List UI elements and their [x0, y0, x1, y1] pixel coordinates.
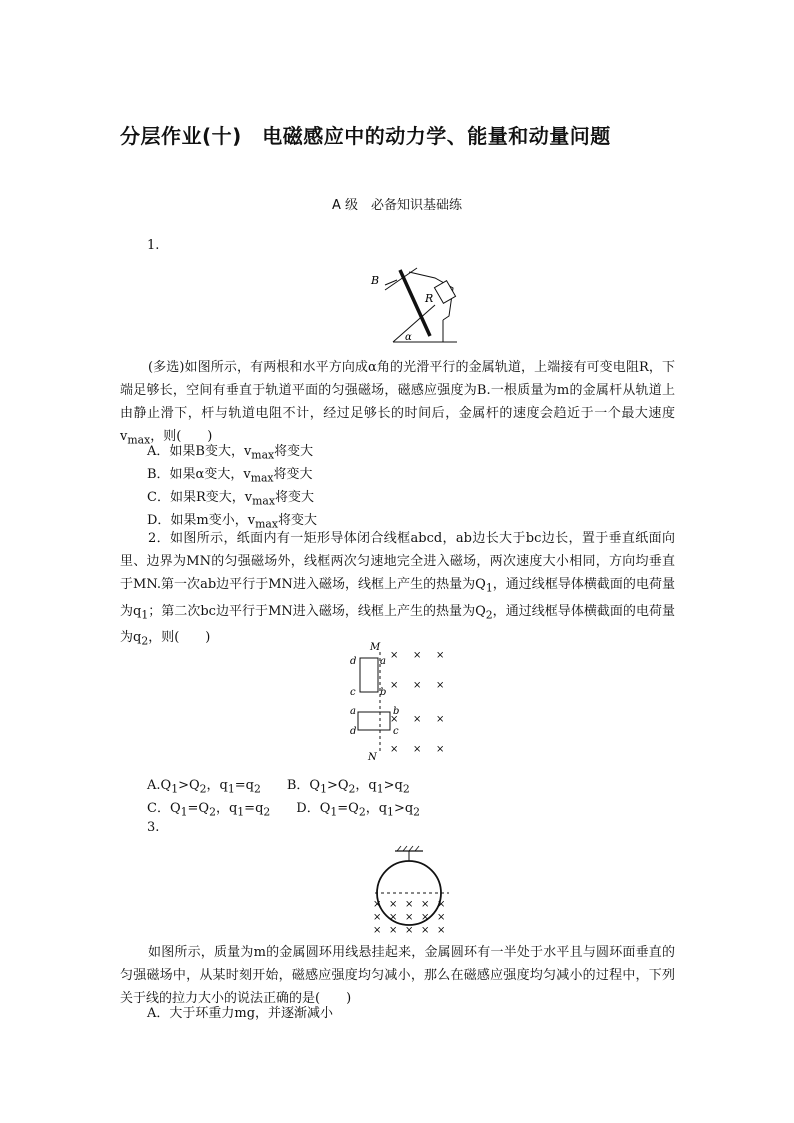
- label-b-bottom: b: [393, 706, 400, 717]
- svg-text:×: ×: [421, 899, 430, 910]
- question-2-options-ab: $A.Q_1>Q_2$，$q_1=q_2$ B．$Q_1>Q_2$，$q_1>q_2$: [147, 778, 410, 796]
- svg-text:×: ×: [389, 899, 398, 910]
- section-heading: A 级 必备知识基础练: [331, 198, 463, 213]
- svg-text:×: ×: [421, 925, 430, 935]
- svg-text:×: ×: [436, 650, 445, 661]
- label-b-top: b: [380, 687, 387, 698]
- question-1-stem: (多选)如图所示，有两根和水平方向成α角的光滑平行的金属轨道，上端接有可变电阻R，下端足够长，空间有垂直于轨道平面的匀强磁场，磁感应强度为B.一根质量为m的金属杆从轨道上由静止滑下，杆与轨道电阻不计，经过足够长的时间后，金属杆的速度会趋近于一个最大速度$v_{max}$，则( ): [120, 360, 675, 447]
- question-3-option-a: A．大于环重力mg，并逐渐减小: [147, 1006, 334, 1021]
- svg-text:×: ×: [436, 680, 445, 691]
- page-title: 分层作业(十) 电磁感应中的动力学、能量和动量问题: [120, 124, 611, 148]
- svg-text:×: ×: [389, 925, 398, 935]
- svg-text:×: ×: [436, 714, 445, 725]
- svg-text:×: ×: [421, 912, 430, 923]
- svg-text:×: ×: [373, 925, 382, 935]
- label-a-top: a: [380, 656, 386, 667]
- question-2-stem: 2．如图所示，纸面内有一矩形导体闭合线框abcd，ab边长大于bc边长，置于垂直纸面向里、边界为MN的匀强磁场外，线框两次匀速地完全进入磁场，两次速度大小相同，方向均垂直于MN.第一次ab边平行于MN进入磁场，线框上产生的热量为$Q_1$，通过线框导体横截面的电荷量为$q_1$；第二次bc边平行于MN进入磁场，线框上产生的热量为$Q_2$，通过线框导体横截面的电荷量为$q_2$，则( ): [120, 531, 675, 648]
- label-M: M: [370, 642, 381, 653]
- svg-text:×: ×: [437, 899, 446, 910]
- label-c-bottom: c: [393, 726, 399, 737]
- question-1-option-c: C．如果R变大，$v_{max}$将变大: [147, 490, 314, 508]
- label-B: B: [371, 274, 380, 287]
- question-1-option-b: B．如果α变大，$v_{max}$将变大: [147, 467, 313, 485]
- label-d-bottom: d: [350, 726, 357, 737]
- label-a-bottom: a: [350, 706, 356, 717]
- label-d-top: d: [350, 656, 357, 667]
- svg-text:×: ×: [390, 714, 399, 725]
- svg-text:×: ×: [405, 925, 414, 935]
- svg-text:×: ×: [413, 744, 422, 755]
- svg-text:×: ×: [405, 899, 414, 910]
- svg-text:×: ×: [413, 650, 422, 661]
- question-3-stem: 如图所示，质量为m的金属圆环用线悬挂起来，金属圆环有一半处于水平且与圆环面垂直的匀强磁场中，从某时刻开始，磁感应强度均匀减小，那么在磁感应强度均匀减小的过程中，下列关于线的拉力大小的说法正确的是( ): [120, 945, 675, 1006]
- svg-text:×: ×: [390, 650, 399, 661]
- question-3-figure: [365, 843, 455, 935]
- label-c-top: c: [350, 687, 356, 698]
- magnetic-field-crosses: [390, 650, 444, 755]
- svg-text:×: ×: [390, 680, 399, 691]
- label-R: R: [425, 292, 434, 305]
- svg-text:×: ×: [413, 680, 422, 691]
- svg-text:×: ×: [373, 899, 382, 910]
- question-1-figure: [365, 260, 460, 350]
- question-2-options-cd: C．$Q_1=Q_2$，$q_1=q_2$ D．$Q_1=Q_2$，$q_1>q_2$: [147, 801, 421, 819]
- svg-text:×: ×: [405, 912, 414, 923]
- svg-text:×: ×: [437, 912, 446, 923]
- question-2-figure: [340, 638, 480, 763]
- svg-text:×: ×: [436, 744, 445, 755]
- question-3-number: 3.: [147, 820, 160, 835]
- label-N: N: [368, 752, 377, 763]
- svg-text:×: ×: [373, 912, 382, 923]
- label-alpha: α: [405, 332, 412, 343]
- svg-text:×: ×: [389, 912, 398, 923]
- svg-text:×: ×: [390, 744, 399, 755]
- question-1-option-d: D．如果m变小，$v_{max}$将变大: [147, 513, 317, 531]
- svg-text:×: ×: [413, 714, 422, 725]
- ring-field-crosses: [373, 899, 445, 935]
- svg-text:×: ×: [437, 925, 446, 935]
- question-1-option-a: A．如果B变大，$v_{max}$将变大: [147, 444, 314, 462]
- question-1-number: 1.: [147, 238, 160, 253]
